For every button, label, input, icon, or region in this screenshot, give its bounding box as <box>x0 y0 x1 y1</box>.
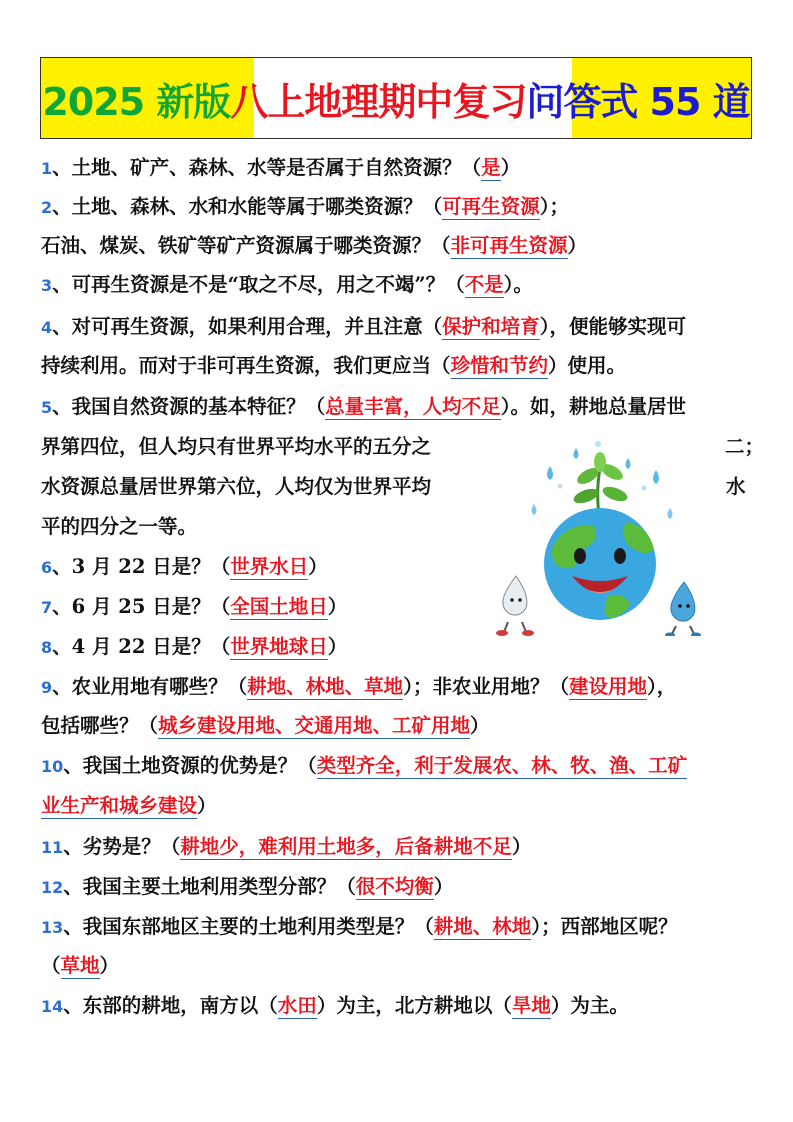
number-separator: 、 <box>63 915 83 938</box>
question-text: 包括哪些？（ <box>41 714 159 737</box>
answer-text: 旱地 <box>511 994 551 1017</box>
answer-text: 类型齐全，利于发展农、林、牧、渔、工矿 <box>316 754 688 777</box>
question-text: 3 月 22 日是？（ <box>71 555 231 578</box>
question-text: ）。如，耕地总量居世 <box>500 395 686 418</box>
question-number: 9 <box>41 678 53 697</box>
number-separator: 、 <box>52 635 72 658</box>
number-separator: 、 <box>52 595 72 618</box>
answer-text: 草地 <box>60 954 100 977</box>
question-line <box>41 231 587 261</box>
question-text: 我国土地资源的优势是？（ <box>82 754 317 777</box>
question-line <box>41 351 626 381</box>
question-number: 10 <box>41 757 64 776</box>
question-text: 界第四位，但人均只有世界平均水平的五分之 <box>41 435 432 458</box>
question-text: ） <box>567 234 588 257</box>
question-number: 2 <box>41 198 53 217</box>
question-line <box>41 512 197 542</box>
question-line <box>41 791 217 821</box>
earth-water-illustration <box>488 436 718 636</box>
answer-text: 世界地球日 <box>230 635 328 658</box>
answer-text: 是 <box>481 156 501 179</box>
question-text: 水资源总量居世界第六位，人均仅为世界平均 <box>41 475 432 498</box>
question-number: 4 <box>41 318 53 337</box>
question-text: 持续利用。而对于非可再生资源，我们更应当（ <box>41 354 451 377</box>
question-number: 11 <box>41 838 64 857</box>
earth-globe-icon <box>544 508 656 620</box>
number-separator: 、 <box>52 675 72 698</box>
number-separator: 、 <box>52 395 72 418</box>
number-separator: 、 <box>63 994 83 1017</box>
question-text: 我国主要土地利用类型分部？（ <box>82 875 356 898</box>
question-line <box>41 991 629 1021</box>
question-line <box>41 711 490 741</box>
question-text: 石油、煤炭、铁矿等矿产资源属于哪类资源？（ <box>41 234 451 257</box>
left-droplet-character <box>496 576 534 636</box>
question-line <box>41 832 531 862</box>
answer-text: 保护和培育 <box>442 315 540 338</box>
question-number: 6 <box>41 558 53 577</box>
question-line <box>41 552 328 582</box>
question-number: 12 <box>41 878 64 897</box>
answer-text: 建设用地 <box>568 675 647 698</box>
question-line <box>41 951 119 981</box>
question-number: 1 <box>41 159 53 178</box>
question-text: 农业用地有哪些？（ <box>71 675 248 698</box>
question-line <box>41 632 347 662</box>
question-text: 东部的耕地，南方以（ <box>82 994 278 1017</box>
question-text: ）为主，北方耕地以（ <box>316 994 512 1017</box>
question-line <box>41 432 431 462</box>
question-text: 土地、矿产、森林、水等是否属于自然资源？（ <box>71 156 482 179</box>
question-text: 我国自然资源的基本特征？（ <box>71 395 326 418</box>
question-line <box>41 312 686 342</box>
title-banner <box>40 57 752 139</box>
question-text: ） <box>433 875 454 898</box>
answer-text: 非可再生资源 <box>450 234 568 257</box>
right-droplet-character <box>665 582 701 636</box>
question-text: ） <box>308 555 328 578</box>
question-line <box>41 192 569 222</box>
question-text: ）。 <box>503 273 533 296</box>
title-suffix: 问答式 55 道 <box>526 79 750 124</box>
answer-text: 城乡建设用地、交通用地、工矿用地 <box>158 714 471 737</box>
answer-text: 总量丰富，人均不足 <box>325 395 501 418</box>
question-line <box>41 751 687 781</box>
number-separator: 、 <box>52 273 72 296</box>
answer-text: 不是 <box>464 273 504 296</box>
answer-text: 世界水日 <box>230 555 309 578</box>
number-separator: 、 <box>52 156 72 179</box>
question-text: ）使用。 <box>548 354 627 377</box>
title-year: 2025 新版 <box>42 79 231 124</box>
question-line <box>41 270 533 300</box>
question-number: 7 <box>41 598 53 617</box>
question-text: ） <box>511 835 532 858</box>
answer-text: 耕地、林地、草地 <box>247 675 404 698</box>
question-text: ） <box>197 794 217 817</box>
number-separator: 、 <box>63 835 83 858</box>
question-text: 土地、森林、水和水能等属于哪类资源？（ <box>71 195 443 218</box>
answer-text: 耕地少，难利用土地多，后备耕地不足 <box>180 835 512 858</box>
question-text: 平的四分之一等。 <box>41 515 198 538</box>
question-number: 8 <box>41 638 53 657</box>
number-separator: 、 <box>63 754 83 777</box>
answer-text: 业生产和城乡建设 <box>41 794 198 817</box>
number-separator: 、 <box>63 875 83 898</box>
question-line <box>41 153 520 183</box>
question-text: 6 月 25 日是？（ <box>71 595 231 618</box>
question-line <box>41 872 453 902</box>
answer-text: 全国土地日 <box>230 595 328 618</box>
answer-text: 耕地、林地 <box>433 915 532 938</box>
number-separator: 、 <box>52 555 72 578</box>
question-line <box>41 592 347 622</box>
line-5-continuation-shui: 水 <box>726 475 746 498</box>
question-text: 我国东部地区主要的土地利用类型是？（ <box>82 915 434 938</box>
question-text: 4 月 22 日是？（ <box>71 635 231 658</box>
question-text: ） <box>99 954 120 977</box>
number-separator: 、 <box>52 315 72 338</box>
question-number: 5 <box>41 398 53 417</box>
question-line <box>41 672 676 702</box>
question-text: 劣势是？（ <box>82 835 181 858</box>
question-text: ）；非农业用地？（ <box>403 675 569 698</box>
answer-text: 珍惜和节约 <box>450 354 549 377</box>
title-main: 八上地理期中复习 <box>230 79 527 124</box>
question-text: ）；西部地区呢？ <box>531 915 678 938</box>
line-5-continuation-er: 二； <box>725 435 765 458</box>
page-title <box>41 58 751 138</box>
question-line <box>41 912 678 942</box>
question-text: （ <box>41 954 61 977</box>
question-number: 14 <box>41 997 64 1016</box>
question-text: ）为主。 <box>550 994 629 1017</box>
question-text: 对可再生资源，如果利用合理，并且注意（ <box>71 315 443 338</box>
question-text: ）； <box>539 195 569 218</box>
question-number: 13 <box>41 918 64 937</box>
question-number: 3 <box>41 276 53 295</box>
question-text: ），便能够实现可 <box>539 315 686 338</box>
question-line <box>41 472 431 502</box>
question-line <box>41 392 686 422</box>
question-text: ） <box>327 635 348 658</box>
question-text: ） <box>500 156 521 179</box>
question-text: 可再生资源是不是“取之不尽，用之不竭”？（ <box>71 273 465 296</box>
question-text: ） <box>470 714 490 737</box>
answer-text: 可再生资源 <box>442 195 540 218</box>
answer-text: 水田 <box>277 994 317 1017</box>
answer-text: 很不均衡 <box>355 875 434 898</box>
number-separator: 、 <box>52 195 72 218</box>
question-text: ）， <box>646 675 677 698</box>
question-text: ） <box>327 595 348 618</box>
